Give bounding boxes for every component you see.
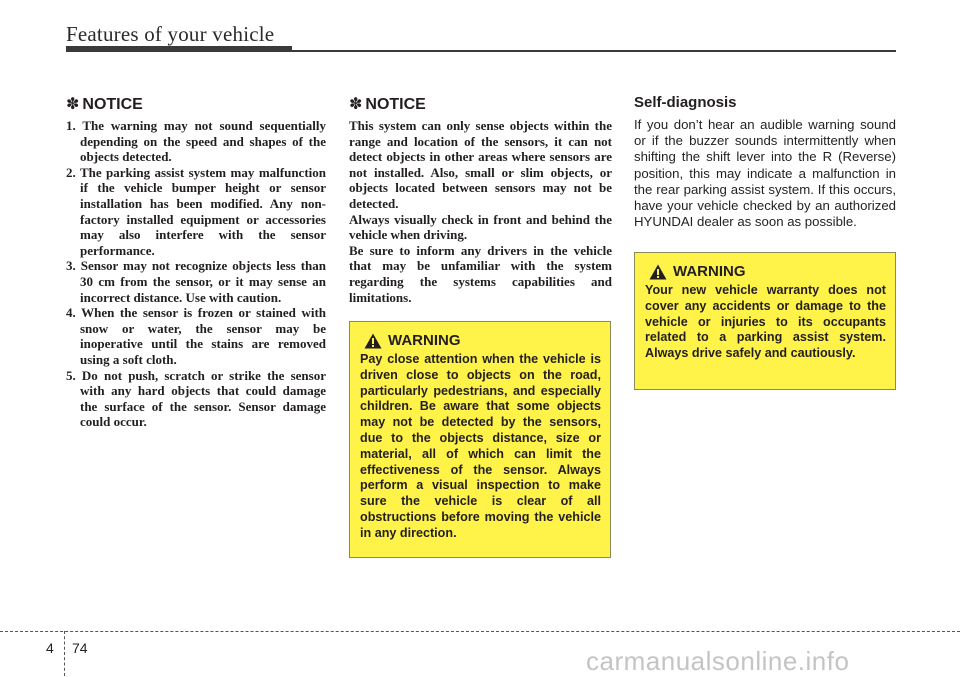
notice-item-5: 5. Do not push, scratch or strike the sensor with any hard objects that could damage the surface of the sensor. Sensor damage could occur. — [66, 367, 326, 430]
chapter-number: 4 — [46, 640, 54, 656]
warning-triangle-icon — [649, 264, 667, 280]
notice-item-2: 2. The parking assist system may malfunction if the vehicle bumper height or sensor installation has been modified. Any non-factory installed equipment or accessories may also interfere with the sensor performance. — [66, 164, 326, 258]
footer-rule — [0, 631, 960, 632]
notice-paragraph: This system can only sense objects within the range and location of the sensors, it can not detect objects in other areas where sensors are not installed. Also, small or slim objects, or objects located between sensors may not be detected. — [349, 118, 612, 211]
page-header-title: Features of your vehicle — [66, 22, 275, 46]
notice-item-4: 4. When the sensor is frozen or stained with snow or water, the sensor may be inoperative until the stains are removed using a soft cloth. — [66, 305, 326, 367]
self-diagnosis-section — [634, 94, 896, 230]
notice-middle-section — [349, 94, 612, 305]
notice-item-1: 1. The warning may not sound sequentially depending on the speed and shapes of the objects detected. — [66, 118, 326, 165]
warning-box-middle — [349, 321, 611, 558]
notice-item-3: 3. Sensor may not recognize objects less than 30 cm from the sensor, or it may sense an incorrect distance. Use with caution. — [66, 258, 326, 305]
warning-box-right — [634, 252, 896, 390]
notice-heading: ✽ NOTICE — [66, 96, 143, 113]
warning-heading: WARNING — [364, 332, 601, 349]
warning-heading: WARNING — [649, 263, 886, 280]
notice-paragraph: Be sure to inform any drivers in the vehicle that may be unfamiliar with the system regarding the systems capabilities and limitations. — [349, 242, 612, 305]
page-number: 74 — [72, 640, 88, 656]
self-diagnosis-text: If you don’t hear an audible warning sound or if the buzzer sounds intermittently when shifting the shift lever into the R (Reverse) position, this may indicate a malfunction in the rear parking assist system. If this occurs, have your vehicle checked by an authorized HYUNDAI dealer as soon as possible. — [634, 117, 896, 230]
notice-list — [66, 118, 326, 430]
warning-text: Pay close attention when the vehicle is driven close to objects on the road, particularly pedestrians, and especially children. Be aware that some objects may not be detected by the sensors, due to the objects distance, size or material, all of which can limit the effectiveness of the sensor. Always perform a visual inspection to make sure the vehicle is clear of all obstructions before moving the vehicle in any direction. — [360, 352, 601, 540]
section-heading: Self-diagnosis — [634, 94, 737, 111]
warning-triangle-icon — [364, 333, 382, 349]
notice-mark-icon: ✽ — [66, 96, 80, 113]
footer-divider — [64, 631, 65, 676]
notice-paragraph: Always visually check in front and behind the vehicle when driving. — [349, 211, 612, 243]
notice-mark-icon: ✽ — [349, 96, 363, 113]
warning-text: Your new vehicle warranty does not cover any accidents or damage to the vehicle or injuries to its occupants related to a parking assist system. Always drive safely and cautiously. — [645, 283, 886, 361]
watermark: carmanualsonline.info — [586, 646, 850, 676]
header-rule — [66, 50, 896, 52]
notice-heading: ✽ NOTICE — [349, 96, 426, 113]
notice-left-section — [66, 94, 326, 430]
